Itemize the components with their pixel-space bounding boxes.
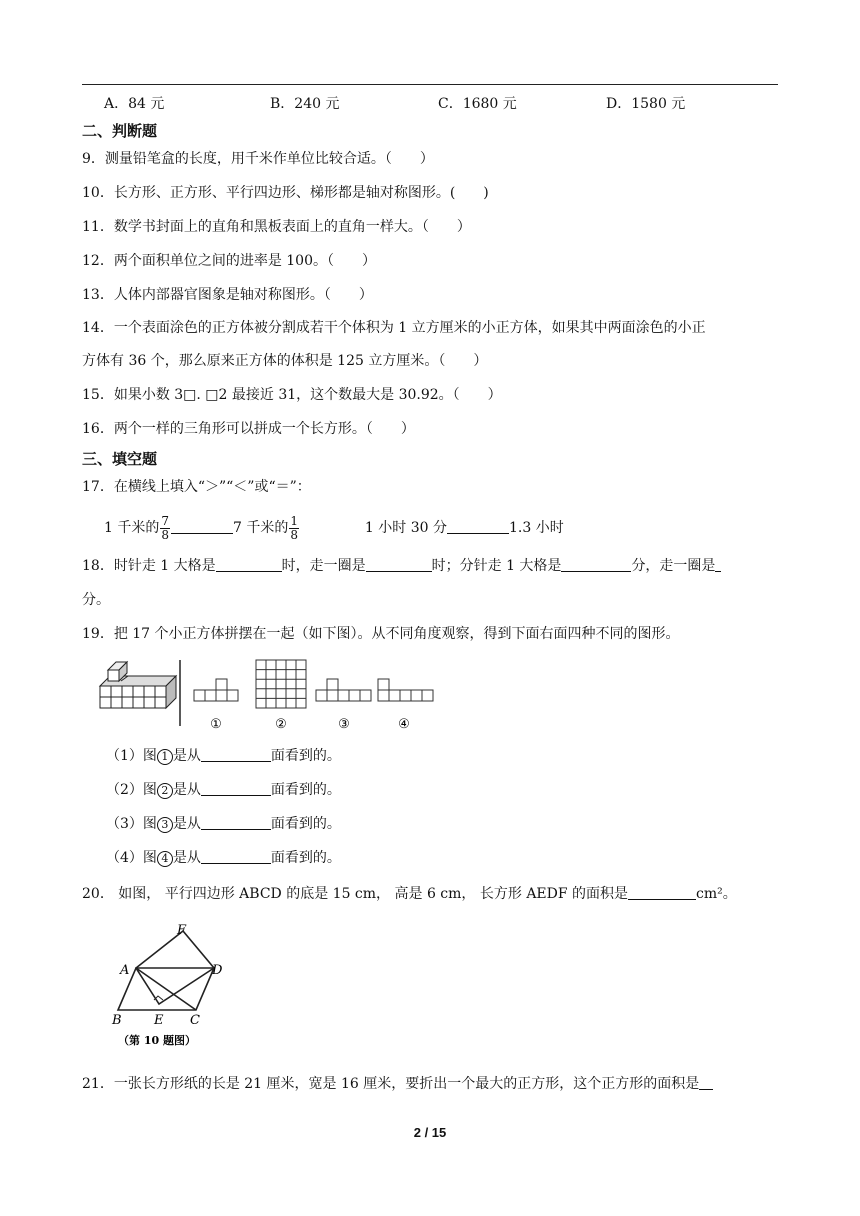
option-c: C．1680 元 (438, 96, 517, 112)
circled-number: 3 (157, 817, 173, 833)
parallelogram-figure (106, 922, 246, 1056)
label-B: B (112, 1013, 122, 1028)
view-3 (316, 679, 371, 701)
q17-part3-text: 1 小时 30 分 (364, 520, 447, 536)
answer-blank[interactable] (366, 557, 432, 572)
q19-sub-3: （3）图 3 是从 面看到的。 (106, 816, 341, 832)
q17-part1-text: 1 千米的 (104, 520, 160, 536)
q17-part4-text: 1.3 小时 (508, 520, 564, 536)
answer-blank[interactable] (201, 781, 271, 796)
question-19-stem: 19．把 17 个小正方体拼摆在一起（如下图）。从不同角度观察，得到下面右面四种不同的图形。 (82, 626, 680, 642)
answer-blank[interactable] (715, 557, 721, 572)
question-11: 11．数学书封面上的直角和黑板表面上的直角一样大。（ ） (82, 219, 471, 235)
answer-blank[interactable] (201, 849, 271, 864)
label-E: E (154, 1013, 164, 1028)
q17-part2-text: 7 千米的 (233, 520, 289, 536)
question-20: 20． 如图， 平行四边形 ABCD 的底是 15 cm， 高是 6 cm， 长方形 AEDF 的面积是 cm²。 (82, 886, 737, 902)
circled-number: 1 (157, 749, 173, 765)
cube-views-figure (96, 656, 436, 732)
view-label-2: ② (275, 717, 287, 732)
fraction-7-8: $\frac{7}{8}$ (161, 513, 169, 542)
page-number: 2 / 15 (413, 1125, 447, 1140)
section-heading-judgement: 二、判断题 (82, 122, 158, 140)
question-15: 15．如果小数 3□. □2 最接近 31，这个数最大是 30.92。（ ） (82, 387, 502, 403)
question-9: 9．测量铅笔盒的长度，用千米作单位比较合适。（ ） (82, 151, 434, 167)
view-label-4: ④ (398, 717, 410, 732)
q19-sub-1: （1）图 1 是从 面看到的。 (106, 748, 341, 764)
answer-blank[interactable] (216, 557, 282, 572)
label-F: F (177, 923, 187, 938)
question-18-line2: 分。 (82, 592, 110, 608)
question-16: 16．两个一样的三角形可以拼成一个长方形。（ ） (82, 421, 415, 437)
answer-blank[interactable] (628, 885, 696, 900)
option-a: A．84 元 (104, 96, 165, 112)
answer-blank[interactable] (561, 557, 631, 572)
answer-blank[interactable] (699, 1075, 713, 1090)
question-10: 10．长方形、正方形、平行四边形、梯形都是轴对称图形。( ) (82, 185, 489, 201)
view-2-grid (256, 660, 306, 708)
answer-blank[interactable] (447, 519, 509, 534)
question-13: 13．人体内部器官图象是轴对称图形。（ ） (82, 287, 373, 303)
answer-blank[interactable] (201, 747, 271, 762)
label-C: C (190, 1013, 200, 1028)
question-14-line2: 方体有 36 个，那么原来正方体的体积是 125 立方厘米。（ ） (82, 353, 488, 369)
question-21: 21．一张长方形纸的长是 21 厘米，宽是 16 厘米，要折出一个最大的正方形，这个正方形的面积是 (82, 1074, 713, 1094)
circled-number: 2 (157, 783, 173, 799)
answer-blank[interactable] (171, 519, 233, 534)
q19-sub-4: （4）图 4 是从 面看到的。 (106, 850, 341, 866)
view-label-1: ① (210, 717, 222, 732)
label-D: D (212, 963, 223, 978)
header-rule (82, 84, 778, 85)
answer-blank[interactable] (201, 815, 271, 830)
question-18: 18．时针走 1 大格是 时，走一圈是 时；分针走 1 大格是 分，走一圈是 (82, 556, 721, 576)
circled-number: 4 (157, 851, 173, 867)
view-4 (378, 679, 433, 701)
option-b: B．240 元 (270, 96, 340, 112)
q19-sub-2: （2）图 2 是从 面看到的。 (106, 782, 341, 798)
label-A: A (120, 963, 130, 978)
question-17-items (104, 513, 564, 543)
question-17-stem: 17．在横线上填入“＞”“＜”或“＝”： (82, 479, 311, 495)
cube-stack-drawing (100, 662, 176, 708)
view-label-3: ③ (338, 717, 350, 732)
view-1 (194, 679, 238, 701)
figure-caption: （第 10 题图） (118, 1034, 196, 1047)
option-d: D．1580 元 (606, 96, 686, 112)
question-14-line1: 14．一个表面涂色的正方体被分割成若干个体积为 1 立方厘米的小正方体，如果其中两面涂色的小正 (82, 320, 706, 336)
section-heading-fill: 三、填空题 (82, 450, 158, 468)
fraction-1-8: $\frac{1}{8}$ (290, 513, 298, 542)
question-12: 12．两个面积单位之间的进率是 100。（ ） (82, 253, 376, 269)
